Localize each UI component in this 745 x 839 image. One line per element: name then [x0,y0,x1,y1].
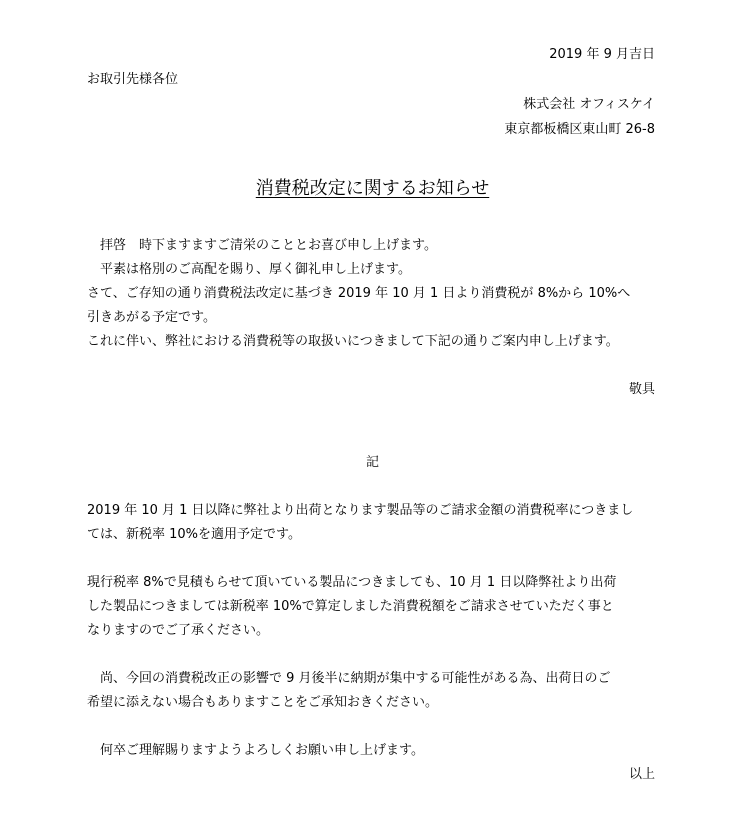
greeting-line: 拝啓 時下ますますご清栄のこととお喜び申し上げます。 [87,238,437,253]
sender-address: 東京都板橋区東山町 26-8 [504,122,655,137]
ki-heading: 記 [365,455,379,470]
body-line: した製品につきましては新税率 10%で算定しました消費税額をご請求させていただく事と [87,599,614,614]
body-line: 現行税率 8%で見積もらせて頂いている製品につきましても、10 月 1 日以降弊社より出荷 [87,575,617,590]
body-line: ては、新税率 10%を適用予定です。 [87,527,301,542]
sender-company: 株式会社 オフィスケイ [523,97,655,112]
document-title: 消費税改定に関するお知らせ [255,178,490,199]
greeting-line: さて、ご存知の通り消費税法改定に基づき 2019 年 10 月 1 日より消費税が 8%から 10%へ [87,286,631,301]
greeting-line: 引きあがる予定です。 [87,310,216,325]
recipient-line: お取引先様各位 [87,72,179,87]
closing-keigu: 敬具 [628,382,655,397]
body-line: 2019 年 10 月 1 日以降に弊社より出荷となります製品等のご請求金額の消費税率につきまし [87,503,634,518]
body-line: 何卒ご理解賜りますようよろしくお願い申し上げます。 [87,743,424,758]
letter-date: 2019 年 9 月吉日 [549,47,655,62]
body-line: なりますのでご了承ください。 [87,623,270,638]
closing-ijou: 以上 [628,767,655,782]
greeting-line: 平素は格別のご高配を賜り、厚く御礼申し上げます。 [87,262,411,277]
body-line: 尚、今回の消費税改正の影響で 9 月後半に納期が集中する可能性がある為、出荷日のご [87,671,611,686]
body-line: 希望に添えない場合もありますことをご承知おきください。 [87,695,439,710]
greeting-line: これに伴い、弊社における消費税等の取扱いにつきまして下記の通りご案内申し上げます。 [87,334,619,349]
